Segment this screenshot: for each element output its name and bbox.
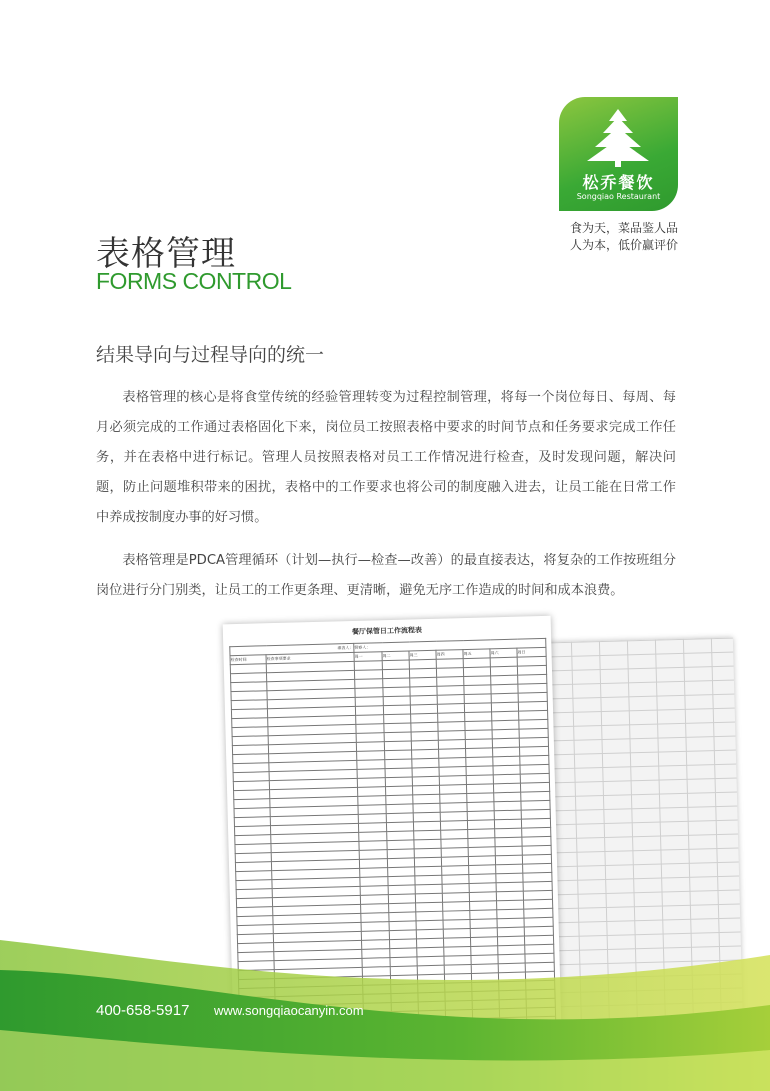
pine-tree-icon (583, 105, 653, 167)
form-day-7: 周日 (517, 647, 546, 657)
page-subtitle-en: FORMS CONTROL (96, 268, 292, 294)
body-paragraph-2: 表格管理是PDCA管理循环（计划—执行—检查—改善）的最直接表达，将复杂的工作按班组分岗位进行分门别类，让员工的工作更条理、更清晰，避免无序工作造成的时间和成本浪费。 (96, 553, 676, 599)
form-sheet-title: 餐厅保管日工作流程表 (351, 626, 423, 636)
slogan-line-2: 人为本，低价赢评价 (569, 238, 678, 252)
form-signer-label: 填表人： (230, 643, 354, 655)
form-day-2: 周二 (382, 651, 409, 661)
form-col-task: 检查事项要求 (266, 652, 354, 663)
form-day-3: 周三 (409, 650, 436, 660)
footer-phone: 400-658-5917 (96, 1002, 190, 1019)
form-day-4: 周四 (436, 650, 463, 660)
brand-logo (559, 97, 678, 211)
form-checker-label: 督察人： (354, 638, 546, 652)
section-heading: 结果导向与过程导向的统一 (96, 344, 325, 366)
footer-wave (0, 900, 770, 1091)
brand-name-cn: 松乔餐饮 (582, 173, 655, 192)
form-day-1: 周一 (354, 652, 382, 662)
form-day-5: 周五 (463, 649, 490, 659)
slogan-line-1: 食为天，菜品鉴人品 (569, 221, 678, 235)
form-col-time: 检查时间 (230, 655, 266, 665)
page-title: 表格管理 (96, 234, 236, 274)
form-day-6: 周六 (490, 648, 517, 658)
body-paragraph-1: 表格管理的核心是将食堂传统的经验管理转变为过程控制管理，将每一个岗位每日、每周、每月必须完成的工作通过表格固化下来，岗位员工按照表格中要求的时间节点和任务要求完成工作任务，并在表格中进行标记。管理人员按照表格对员工工作情况进行检查，及时发现问题，解决问题，防止问题堆积带来的困扰，表格中的工作要求也将公司的制度融入进去，让员工能在日常工作中养成按制度办事的好习惯。 (96, 390, 676, 526)
brand-name-en: Songqiao Restaurant (576, 192, 661, 201)
brand-slogan (560, 220, 678, 254)
footer-website[interactable]: www.songqiaocanyin.com (214, 1003, 364, 1018)
